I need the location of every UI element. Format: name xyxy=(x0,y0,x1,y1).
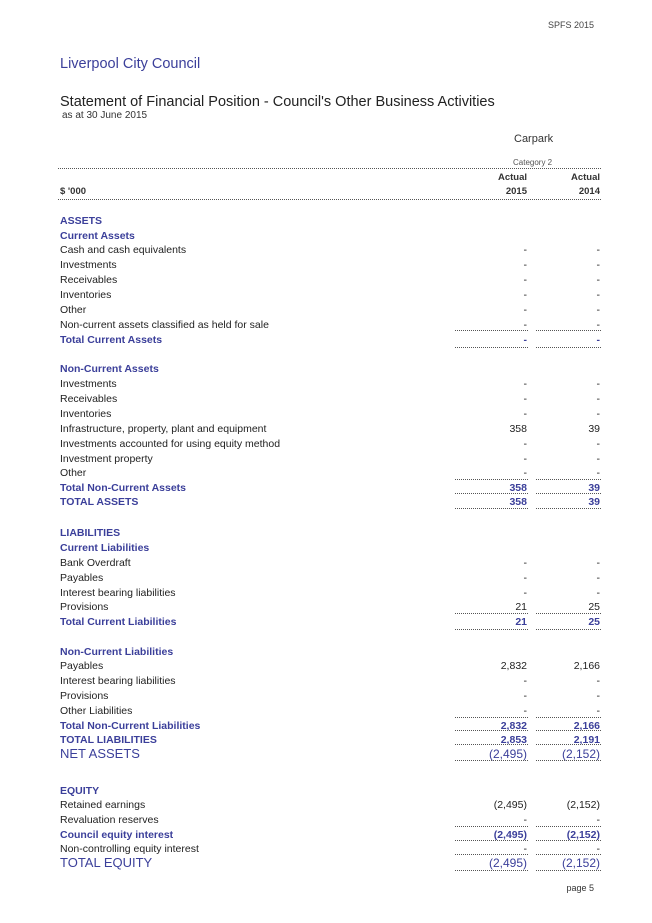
total-rule xyxy=(455,870,528,871)
total-rule xyxy=(455,629,528,630)
row-label: NET ASSETS xyxy=(60,746,140,761)
total-rule xyxy=(536,330,601,331)
row-total-current-liabilities xyxy=(60,615,600,629)
value-2014: (2,152) xyxy=(561,856,600,870)
row-liabilities xyxy=(60,526,600,540)
row-infrastructure-property-plant-and-equipment xyxy=(60,422,600,436)
row-current-liabilities xyxy=(60,541,600,555)
value-2014: - xyxy=(596,289,600,301)
value-2015: - xyxy=(523,289,527,301)
total-rule xyxy=(455,730,528,731)
total-rule xyxy=(536,347,601,348)
total-rule xyxy=(455,493,528,494)
value-2015: - xyxy=(523,557,527,569)
row-label: Interest bearing liabilities xyxy=(60,587,176,599)
value-2014: 25 xyxy=(588,616,600,628)
value-2014: - xyxy=(596,438,600,450)
row-inventories xyxy=(60,407,600,421)
value-2015: - xyxy=(523,378,527,390)
row-label: Retained earnings xyxy=(60,799,146,811)
row-provisions xyxy=(60,600,600,614)
row-other xyxy=(60,303,600,317)
col-2015-header-line2: 2015 xyxy=(505,186,527,197)
col-2014-header-line2: 2014 xyxy=(578,186,600,197)
row-label: Receivables xyxy=(60,274,118,286)
row-label: Inventories xyxy=(60,289,112,301)
row-label: TOTAL LIABILITIES xyxy=(60,734,157,746)
value-2015: - xyxy=(523,690,527,702)
row-label: Other Liabilities xyxy=(60,705,133,717)
row-label: Provisions xyxy=(60,601,109,613)
value-2014: (2,152) xyxy=(561,747,600,761)
row-payables xyxy=(60,659,600,673)
total-rule xyxy=(455,717,528,718)
row-label: Investments xyxy=(60,259,117,271)
total-rule xyxy=(455,613,528,614)
value-2014: - xyxy=(596,304,600,316)
row-total-current-assets xyxy=(60,333,600,347)
value-2015: - xyxy=(523,334,527,346)
row-label: Non-current assets classified as held for sale xyxy=(60,319,269,331)
total-rule xyxy=(536,613,601,614)
value-2015: - xyxy=(523,675,527,687)
row-label: Total Non-Current Assets xyxy=(60,482,187,494)
row-label: Infrastructure, property, plant and equipment xyxy=(60,423,267,435)
row-label: Other xyxy=(60,304,87,316)
row-investments-accounted-for-using-equity-method xyxy=(60,437,600,451)
row-payables xyxy=(60,571,600,585)
row-total-assets xyxy=(60,495,600,509)
value-2014: - xyxy=(596,690,600,702)
total-rule xyxy=(536,854,601,855)
row-retained-earnings xyxy=(60,798,600,812)
row-investment-property xyxy=(60,452,600,466)
total-rule xyxy=(455,826,528,827)
total-rule xyxy=(536,826,601,827)
total-rule xyxy=(455,744,528,745)
row-investments xyxy=(60,377,600,391)
header-rule-top xyxy=(58,168,601,169)
row-net-assets xyxy=(60,747,600,761)
value-2014: - xyxy=(596,467,600,479)
row-label: Non-Current Assets xyxy=(60,363,159,375)
value-2014: - xyxy=(596,334,600,346)
value-2014: - xyxy=(596,378,600,390)
total-rule xyxy=(536,840,601,841)
value-2015: - xyxy=(523,587,527,599)
row-non-current-assets xyxy=(60,362,600,376)
row-label: Payables xyxy=(60,660,104,672)
row-label: Current Assets xyxy=(60,230,135,242)
total-rule xyxy=(455,854,528,855)
unit-label: $ '000 xyxy=(60,186,87,197)
value-2014: - xyxy=(596,705,600,717)
total-rule xyxy=(536,870,601,871)
value-2015: 2,853 xyxy=(500,734,527,746)
value-2014: - xyxy=(596,244,600,256)
value-2014: (2,152) xyxy=(566,829,600,841)
value-2014: 2,191 xyxy=(573,734,600,746)
row-label: Investments accounted for using equity method xyxy=(60,438,281,450)
row-revaluation-reserves xyxy=(60,813,600,827)
value-2014: - xyxy=(596,843,600,855)
value-2014: - xyxy=(596,557,600,569)
total-rule xyxy=(455,347,528,348)
row-other-liabilities xyxy=(60,704,600,718)
value-2015: - xyxy=(523,304,527,316)
row-label: Total Non-Current Liabilities xyxy=(60,720,201,732)
value-2014: 39 xyxy=(588,482,600,494)
row-provisions xyxy=(60,689,600,703)
value-2015: 358 xyxy=(509,423,527,435)
row-equity xyxy=(60,784,600,798)
row-receivables xyxy=(60,392,600,406)
row-label: Provisions xyxy=(60,690,109,702)
row-interest-bearing-liabilities xyxy=(60,674,600,688)
total-rule xyxy=(536,730,601,731)
value-2014: 25 xyxy=(588,601,600,613)
value-2015: 2,832 xyxy=(500,660,527,672)
row-label: Current Liabilities xyxy=(60,542,150,554)
total-rule xyxy=(536,760,601,761)
value-2015: - xyxy=(523,814,527,826)
value-2015: - xyxy=(523,393,527,405)
row-label: Total Current Assets xyxy=(60,334,163,346)
value-2014: (2,152) xyxy=(566,799,600,811)
total-rule xyxy=(455,479,528,480)
document-code: SPFS 2015 xyxy=(547,20,594,30)
row-label: Receivables xyxy=(60,393,118,405)
value-2015: - xyxy=(523,244,527,256)
row-cash-and-cash-equivalents xyxy=(60,243,600,257)
category-label: Category 2 xyxy=(513,158,553,167)
value-2015: (2,495) xyxy=(493,829,527,841)
statement-title: Statement of Financial Position - Council's Other Business Activities xyxy=(60,94,495,110)
value-2015: - xyxy=(523,453,527,465)
value-2014: 39 xyxy=(588,496,600,508)
value-2015: - xyxy=(523,705,527,717)
row-label: Cash and cash equivalents xyxy=(60,244,187,256)
value-2014: - xyxy=(596,408,600,420)
value-2014: - xyxy=(596,572,600,584)
row-non-current-liabilities xyxy=(60,645,600,659)
value-2015: - xyxy=(523,843,527,855)
row-label: Investments xyxy=(60,378,117,390)
row-interest-bearing-liabilities xyxy=(60,586,600,600)
header-rule-bottom xyxy=(58,199,601,200)
business-name: Carpark xyxy=(514,133,554,145)
value-2015: - xyxy=(523,408,527,420)
value-2015: 21 xyxy=(515,616,527,628)
value-2015: 21 xyxy=(515,601,527,613)
council-name: Liverpool City Council xyxy=(60,56,201,72)
total-rule xyxy=(455,508,528,509)
row-label: Council equity interest xyxy=(60,829,174,841)
value-2015: 358 xyxy=(509,496,527,508)
total-rule xyxy=(536,508,601,509)
value-2014: - xyxy=(596,814,600,826)
value-2014: - xyxy=(596,587,600,599)
row-investments xyxy=(60,258,600,272)
total-rule xyxy=(536,744,601,745)
value-2015: - xyxy=(523,438,527,450)
total-rule xyxy=(536,479,601,480)
value-2015: (2,495) xyxy=(488,856,527,870)
page-number: page 5 xyxy=(566,883,594,893)
total-rule xyxy=(455,840,528,841)
value-2015: 2,832 xyxy=(500,720,527,732)
total-rule xyxy=(536,493,601,494)
row-label: TOTAL EQUITY xyxy=(60,855,153,870)
total-rule xyxy=(455,330,528,331)
row-assets xyxy=(60,214,600,228)
value-2014: 39 xyxy=(588,423,600,435)
row-label: LIABILITIES xyxy=(60,527,121,539)
row-label: Interest bearing liabilities xyxy=(60,675,176,687)
value-2015: (2,495) xyxy=(493,799,527,811)
row-label: Investment property xyxy=(60,453,153,465)
row-total-equity xyxy=(60,856,600,870)
row-label: Revaluation reserves xyxy=(60,814,159,826)
value-2014: 2,166 xyxy=(573,660,600,672)
value-2014: - xyxy=(596,319,600,331)
value-2015: - xyxy=(523,572,527,584)
row-label: EQUITY xyxy=(60,785,100,797)
row-label: ASSETS xyxy=(60,215,103,227)
row-label: Non-Current Liabilities xyxy=(60,646,174,658)
value-2014: 2,166 xyxy=(573,720,600,732)
row-current-assets xyxy=(60,229,600,243)
total-rule xyxy=(536,629,601,630)
row-label: TOTAL ASSETS xyxy=(60,496,139,508)
value-2014: - xyxy=(596,259,600,271)
col-2014-header-line1: Actual xyxy=(570,172,600,183)
row-inventories xyxy=(60,288,600,302)
value-2014: - xyxy=(596,675,600,687)
value-2014: - xyxy=(596,453,600,465)
value-2015: - xyxy=(523,274,527,286)
row-other xyxy=(60,466,600,480)
value-2014: - xyxy=(596,393,600,405)
value-2015: - xyxy=(523,319,527,331)
row-label: Inventories xyxy=(60,408,112,420)
row-label: Non-controlling equity interest xyxy=(60,843,199,855)
statement-date: as at 30 June 2015 xyxy=(62,110,148,121)
total-rule xyxy=(536,717,601,718)
value-2015: 358 xyxy=(509,482,527,494)
value-2015: - xyxy=(523,467,527,479)
row-label: Other xyxy=(60,467,87,479)
col-2015-header-line1: Actual xyxy=(497,172,527,183)
row-label: Bank Overdraft xyxy=(60,557,131,569)
row-receivables xyxy=(60,273,600,287)
value-2015: (2,495) xyxy=(488,747,527,761)
row-bank-overdraft xyxy=(60,556,600,570)
value-2014: - xyxy=(596,274,600,286)
row-label: Payables xyxy=(60,572,104,584)
total-rule xyxy=(455,760,528,761)
row-label: Total Current Liabilities xyxy=(60,616,177,628)
value-2015: - xyxy=(523,259,527,271)
